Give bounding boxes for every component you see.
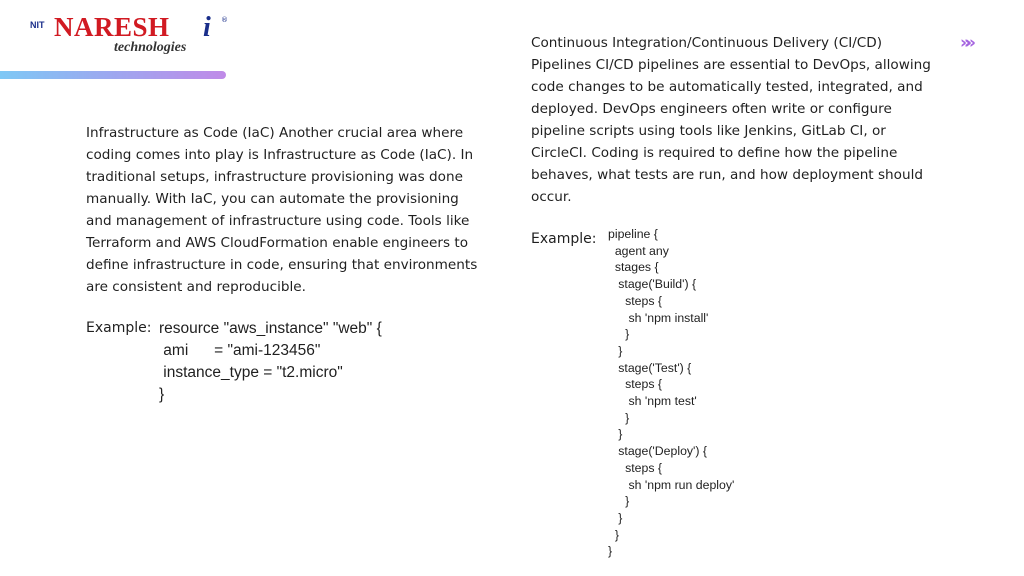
triple-chevron-right-icon[interactable]: »» (960, 33, 970, 53)
logo-nit-mark: NIT (30, 20, 45, 30)
logo-brand-i: i (203, 12, 211, 43)
iac-example-label: Example: (86, 320, 152, 336)
code-line: } (608, 494, 630, 509)
code-line: } (608, 343, 623, 358)
code-line: steps { (608, 377, 662, 392)
logo-brand-text: NARESH (54, 12, 170, 42)
logo-registered-mark: ® (221, 16, 228, 24)
code-line: stage('Test') { (608, 360, 692, 375)
code-line: sh 'npm test' (608, 394, 697, 409)
code-line: agent any (608, 243, 669, 258)
code-line: pipeline { (608, 227, 658, 241)
code-line: steps { (608, 460, 662, 475)
code-line: } (608, 427, 623, 442)
code-line: } (608, 327, 630, 342)
code-line: resource "aws_instance" "web" { (159, 320, 382, 337)
cicd-code-block (608, 226, 734, 560)
code-line: sh 'npm run deploy' (608, 477, 735, 492)
code-line: stage('Deploy') { (608, 444, 708, 459)
code-line: steps { (608, 293, 662, 308)
code-line: } (608, 527, 619, 542)
logo-tagline: technologies (114, 40, 187, 55)
code-line: } (608, 544, 613, 559)
code-line: } (608, 510, 623, 525)
code-line: } (159, 386, 165, 403)
header-accent-bar (0, 71, 226, 79)
code-line: } (608, 410, 630, 425)
code-line: instance_type = "t2.micro" (159, 364, 343, 381)
iac-code-block (159, 318, 382, 406)
code-line: stage('Build') { (608, 277, 697, 292)
iac-paragraph: Infrastructure as Code (IaC) Another crucial area where coding comes into play is Infrastructure as Code (IaC). In traditional setups, infrastructure provisioning was done manually. With IaC, you can automate the provisioning and management of infrastructure using code. Tools like Terraform and AWS CloudFormation enable engineers to define infrastructure in code, ensuring that environments are consistent and reproducible. (86, 125, 478, 295)
naresh-technologies-logo (30, 12, 230, 58)
code-line: sh 'npm install' (608, 310, 709, 325)
cicd-example-label: Example: (531, 231, 597, 247)
code-line: ami = "ami-123456" (159, 342, 321, 359)
cicd-paragraph: Continuous Integration/Continuous Delivery (CI/CD) Pipelines CI/CD pipelines are essential to DevOps, allowing code changes to be automatically tested, integrated, and deployed. DevOps engineers often write or configure pipeline scripts using tools like Jenkins, GitLab CI, or CircleCI. Coding is required to define how the pipeline behaves, what tests are run, and how deployment should occur. (531, 35, 931, 205)
code-line: stages { (608, 260, 659, 275)
